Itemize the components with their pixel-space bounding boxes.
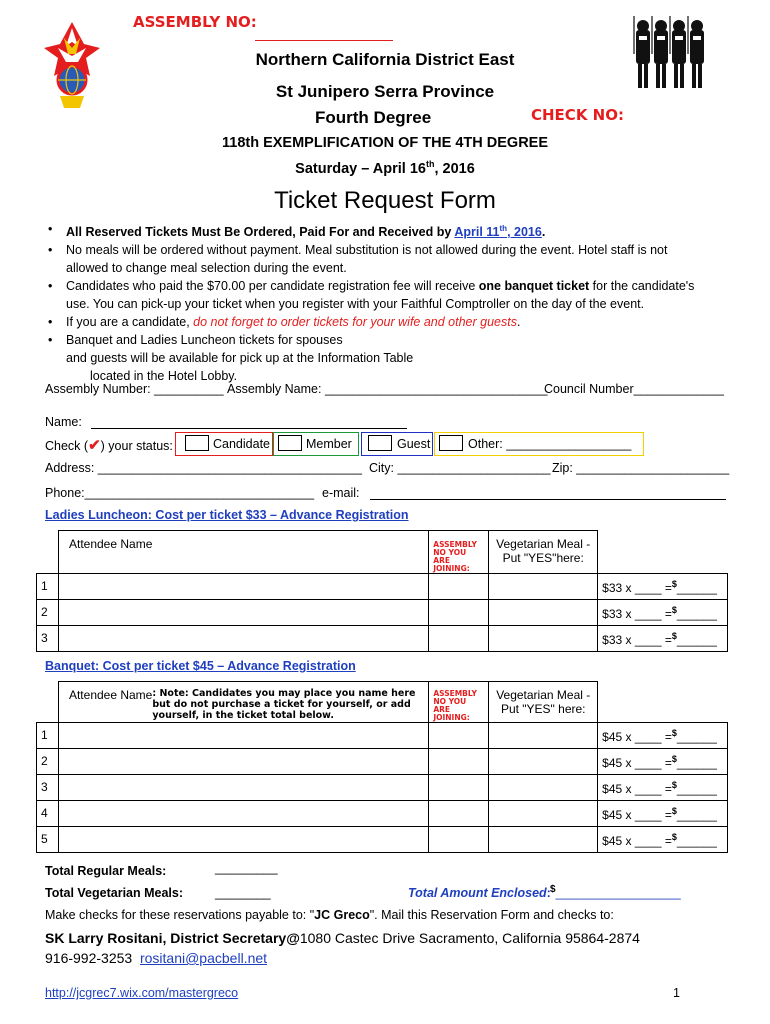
status-member-group[interactable] — [273, 432, 359, 456]
table-row — [37, 749, 728, 775]
bullet-candidates-l2: use. You can pick-up your ticket when you register with your Faithful Comptroller on the day of the event. — [66, 297, 645, 312]
luncheon-veg-l1: Vegetarian Meal - — [496, 537, 591, 551]
banquet-attendee-label: Attendee Name — [68, 688, 153, 702]
price-text: $45 x ____ = — [602, 808, 672, 822]
vegetarian-cell[interactable] — [489, 749, 598, 775]
checkmark-icon: ✔ — [88, 437, 101, 454]
dollar-sign: $ — [671, 832, 677, 842]
phone-field[interactable]: Phone:_________________________________ — [45, 486, 315, 500]
banquet-col-assembly — [429, 682, 489, 723]
total-dollar-sign: $ — [550, 884, 556, 895]
dollar-sign: $ — [671, 605, 677, 615]
contact-phone: 916-992-3253 — [45, 950, 133, 966]
price-cell[interactable] — [598, 801, 728, 827]
row-number: 3 — [37, 626, 59, 652]
vegetarian-cell[interactable] — [489, 775, 598, 801]
event-date-prefix: Saturday – April 16 — [295, 160, 426, 177]
amount-blank: ______ — [676, 756, 717, 770]
member-checkbox[interactable] — [278, 435, 302, 451]
price-text: $45 x ____ = — [602, 782, 672, 796]
bullet-wife-guests — [44, 313, 744, 331]
event-date-suffix: , 2016 — [434, 160, 475, 177]
total-enclosed-field[interactable] — [550, 884, 681, 900]
price-cell[interactable] — [598, 723, 728, 749]
table-row — [37, 723, 728, 749]
assembly-cell[interactable] — [429, 827, 489, 853]
banquet-col-assembly-text: ASSEMBLY NO YOU ARE JOINING: — [433, 689, 477, 722]
vegetarian-cell[interactable] — [489, 600, 598, 626]
total-enclosed-label: Total Amount Enclosed — [408, 886, 547, 900]
attendee-name-cell[interactable] — [58, 723, 428, 749]
bullet-no-meals — [44, 241, 744, 277]
price-text: $45 x ____ = — [602, 730, 672, 744]
guest-label: Guest — [397, 437, 431, 451]
luncheon-blank-corner — [37, 531, 59, 574]
other-checkbox[interactable] — [439, 435, 463, 451]
city-field[interactable]: City: ______________________ — [369, 461, 551, 475]
deadline-sup: th — [499, 224, 508, 233]
vegetarian-cell[interactable] — [489, 827, 598, 853]
assembly-number-field[interactable]: Assembly Number: __________ — [45, 382, 224, 396]
amount-blank: ______ — [676, 581, 717, 595]
total-veg-input[interactable]: ________ — [215, 886, 271, 900]
vegetarian-cell[interactable] — [489, 723, 598, 749]
event-date-sup: th — [426, 159, 435, 169]
price-text: $33 x ____ = — [602, 581, 672, 595]
amount-blank: ______ — [676, 633, 717, 647]
assembly-cell[interactable] — [429, 775, 489, 801]
total-enclosed-blank: __________________ — [555, 886, 681, 901]
price-cell[interactable] — [598, 600, 728, 626]
attendee-name-cell[interactable] — [58, 574, 428, 600]
luncheon-col-assembly-text: ASSEMBLY NO YOU ARE JOINING: — [433, 540, 477, 573]
banquet-heading: Banquet: Cost per ticket $45 – Advance Registration — [45, 659, 356, 673]
price-text: $45 x ____ = — [602, 756, 672, 770]
instruction-list — [44, 220, 744, 385]
page-number: 1 — [673, 986, 680, 1000]
candidate-note: : Note: Candidates you may place you name here but do not purchase a ticket for yourself, or add yourself, in the ticket total below. — [152, 688, 416, 721]
mailing-contact — [45, 930, 640, 946]
name-label: Name: — [45, 415, 82, 429]
row-number: 2 — [37, 600, 59, 626]
degree-title: Fourth Degree — [315, 108, 432, 127]
council-number-field[interactable]: Council Number_____________ — [544, 382, 724, 396]
price-cell[interactable] — [598, 626, 728, 652]
status-candidate-group[interactable] — [175, 432, 273, 456]
status-other-group[interactable] — [434, 432, 644, 456]
footer-url-link[interactable]: http://jcgrec7.wix.com/mastergreco — [45, 986, 239, 1000]
banquet-col-veg — [489, 682, 598, 723]
payable-name: JC Greco — [314, 908, 370, 922]
bullet-candidates — [44, 277, 744, 313]
vegetarian-cell[interactable] — [489, 574, 598, 600]
price-text: $45 x ____ = — [602, 834, 672, 848]
banquet-veg-l1: Vegetarian Meal - — [496, 688, 591, 702]
assembly-name-field[interactable]: Assembly Name: ________________________________ — [227, 382, 548, 396]
bullet-pickup-l1: Banquet and Ladies Luncheon tickets for spouses — [66, 333, 343, 348]
payable-instructions — [45, 908, 614, 922]
row-number: 1 — [37, 723, 59, 749]
event-date — [200, 159, 570, 177]
bullet-reserved — [44, 220, 744, 241]
attendee-name-cell[interactable] — [58, 749, 428, 775]
amount-blank: ______ — [676, 834, 717, 848]
check-no-label: CHECK NO: — [531, 106, 624, 124]
guest-checkbox[interactable] — [368, 435, 392, 451]
bullet-candidates-pre: Candidates who paid the $70.00 per candidate registration fee will receive — [66, 279, 479, 294]
price-cell[interactable] — [598, 775, 728, 801]
contact-email-link[interactable]: rositani@pacbell.net — [139, 950, 268, 966]
amount-blank: ______ — [676, 730, 717, 744]
price-cell[interactable] — [598, 749, 728, 775]
amount-blank: ______ — [676, 607, 717, 621]
email-label: e-mail: — [322, 486, 360, 500]
other-label: Other: __________________ — [468, 437, 632, 451]
emblem-logo — [40, 18, 104, 110]
total-enclosed — [408, 886, 551, 900]
attendee-name-cell[interactable] — [58, 600, 428, 626]
bullet-candidates-bold: one banquet ticket — [478, 279, 590, 294]
status-check-label — [45, 436, 173, 454]
member-label: Member — [306, 437, 352, 451]
vegetarian-cell[interactable] — [489, 626, 598, 652]
dollar-sign: $ — [671, 754, 677, 764]
email-input[interactable] — [370, 499, 726, 500]
price-cell[interactable] — [598, 574, 728, 600]
bullet-wife-red: do not forget to order tickets for your wife and other guests — [193, 315, 517, 330]
luncheon-veg-l2: Put "YES"here: — [502, 551, 584, 565]
total-enclosed-colon: : — [546, 886, 551, 900]
bullet-candidates-post: for the candidate's — [589, 279, 695, 294]
payable-post: ". Mail this Reservation Form and checks to: — [369, 908, 614, 922]
bullet-reserved-text: All Reserved Tickets Must Be Ordered, Paid For and Received by — [66, 225, 455, 240]
table-row — [37, 801, 728, 827]
price-text: $33 x ____ = — [602, 633, 672, 647]
contact-phone-email — [45, 950, 267, 966]
table-row — [37, 775, 728, 801]
table-row — [37, 574, 728, 600]
banquet-col-attendee — [58, 682, 428, 723]
deadline-year: , 2016 — [507, 225, 542, 240]
name-input[interactable] — [91, 428, 407, 429]
check-prefix: Check ( — [45, 439, 89, 453]
check-suffix: ) your status: — [100, 439, 173, 453]
luncheon-col-assembly — [429, 531, 489, 574]
luncheon-col-veg — [489, 531, 598, 574]
luncheon-table — [36, 530, 728, 652]
payable-pre: Make checks for these reservations payable to: " — [45, 908, 315, 922]
candidate-label: Candidate — [213, 437, 270, 451]
bullet-pickup-l3: located in the Hotel Lobby. — [90, 369, 238, 384]
deadline-day: April 11 — [454, 225, 500, 240]
district-title: Northern California District East — [255, 50, 515, 69]
attendee-name-cell[interactable] — [58, 827, 428, 853]
attendee-name-cell[interactable] — [58, 801, 428, 827]
total-regular-label: Total Regular Meals: — [45, 864, 167, 878]
mailing-address: 1080 Castec Drive Sacramento, California 95864-2874 — [299, 930, 640, 946]
table-row — [37, 600, 728, 626]
bullet-wife-pre: If you are a candidate, — [66, 315, 194, 330]
dollar-sign: $ — [671, 806, 677, 816]
banquet-header-row — [37, 682, 728, 723]
banquet-veg-l2: Put "YES" here: — [500, 702, 586, 716]
address-field[interactable]: Address: ______________________________________ — [45, 461, 362, 475]
banquet-blank-end — [598, 682, 728, 723]
assembly-cell[interactable] — [429, 723, 489, 749]
assembly-cell[interactable] — [429, 749, 489, 775]
attendee-name-cell[interactable] — [58, 626, 428, 652]
dollar-sign: $ — [671, 780, 677, 790]
attendee-name-cell[interactable] — [58, 775, 428, 801]
exemplification-title: 118th EXEMPLIFICATION OF THE 4TH DEGREE — [221, 135, 549, 151]
bullet-pickup — [44, 331, 744, 385]
banquet-table — [36, 681, 728, 853]
dollar-sign: $ — [671, 728, 677, 738]
assembly-no-label: ASSEMBLY NO: — [133, 13, 257, 31]
luncheon-header-row — [37, 531, 728, 574]
candidate-checkbox[interactable] — [185, 435, 209, 451]
amount-blank: ______ — [676, 782, 717, 796]
luncheon-col-attendee: Attendee Name — [58, 531, 428, 574]
total-regular-input[interactable]: _________ — [215, 861, 278, 875]
bullet-wife-post: . — [516, 315, 521, 330]
bullet-no-meals-l1: No meals will be ordered without payment. Meal substitution is not allowed during the event. Hotel staff is not — [66, 243, 668, 258]
secretary-name: SK Larry Rositani, District Secretary@ — [45, 930, 300, 946]
dollar-sign: $ — [671, 631, 677, 641]
row-number: 2 — [37, 749, 59, 775]
row-number: 4 — [37, 801, 59, 827]
banquet-blank-corner — [37, 682, 59, 723]
price-text: $33 x ____ = — [602, 607, 672, 621]
table-row — [37, 626, 728, 652]
dollar-sign: $ — [671, 579, 677, 589]
vegetarian-cell[interactable] — [489, 801, 598, 827]
assembly-no-blank[interactable] — [255, 40, 393, 41]
form-title: Ticket Request Form — [274, 187, 496, 214]
deadline-date — [454, 225, 542, 239]
luncheon-blank-end — [598, 531, 728, 574]
price-cell[interactable] — [598, 827, 728, 853]
amount-blank: ______ — [676, 808, 717, 822]
bullet-no-meals-l2: allowed to change meal selection during the event. — [66, 261, 347, 276]
row-number: 1 — [37, 574, 59, 600]
luncheon-heading: Ladies Luncheon: Cost per ticket $33 – Advance Registration — [45, 508, 409, 522]
assembly-cell[interactable] — [429, 574, 489, 600]
table-row — [37, 827, 728, 853]
row-number: 3 — [37, 775, 59, 801]
bullet-reserved-end: . — [541, 225, 546, 240]
status-guest-group[interactable] — [361, 432, 433, 456]
assembly-cell[interactable] — [429, 801, 489, 827]
row-number: 5 — [37, 827, 59, 853]
province-title: St Junipero Serra Province — [275, 82, 495, 101]
zip-field[interactable]: Zip: ______________________ — [552, 461, 730, 475]
bullet-pickup-l2: and guests will be available for pick up at the Information Table — [66, 351, 414, 366]
assembly-cell[interactable] — [429, 600, 489, 626]
assembly-cell[interactable] — [429, 626, 489, 652]
color-guard-image — [628, 14, 718, 96]
total-veg-label: Total Vegetarian Meals: — [45, 886, 184, 900]
